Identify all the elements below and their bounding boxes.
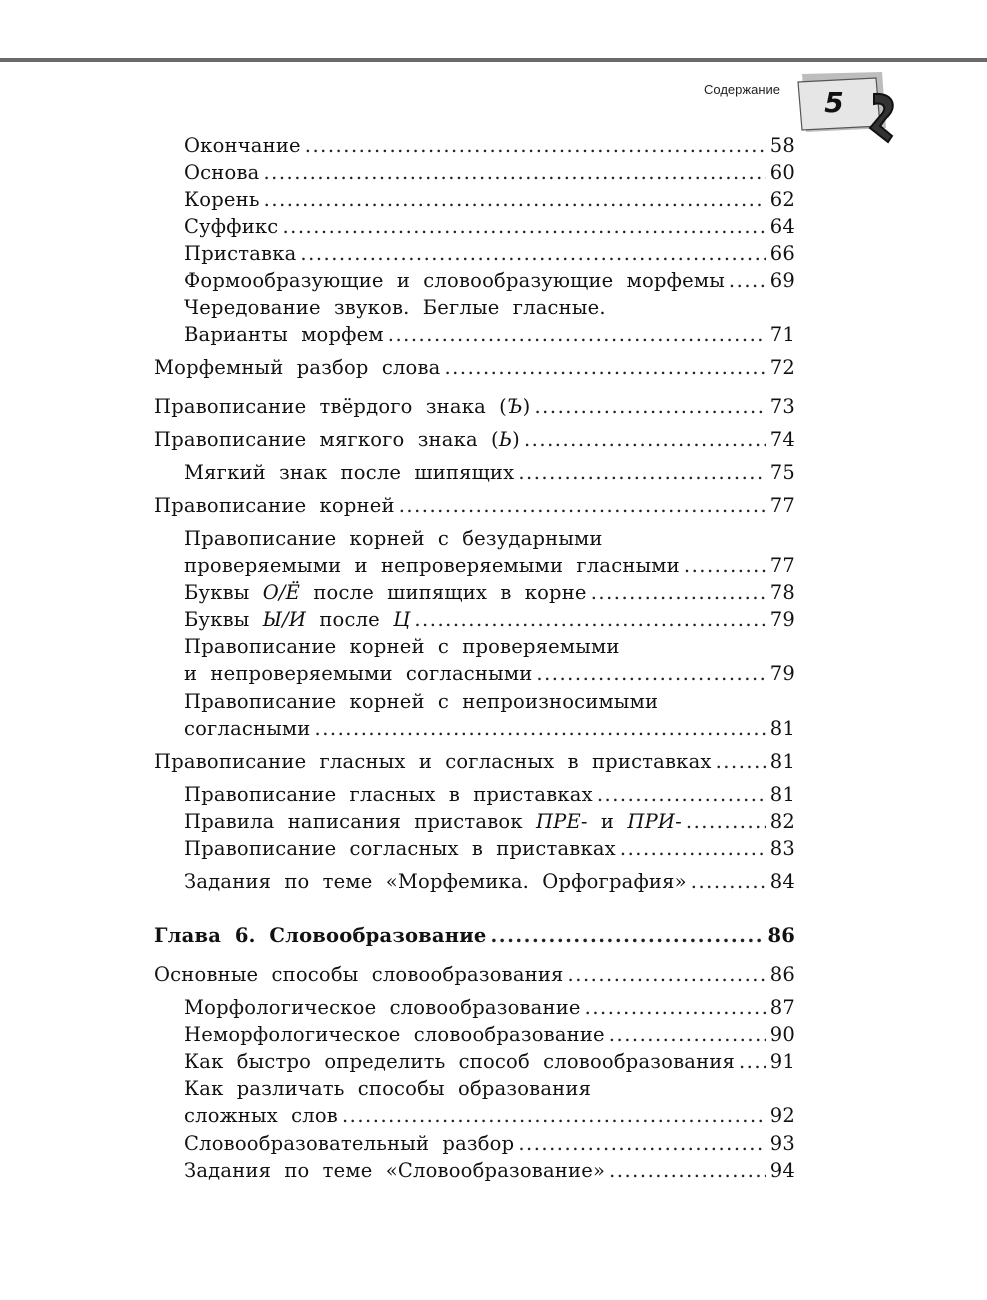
toc-section[interactable]: Правописание корней ..... 77	[154, 493, 795, 519]
toc-page: 66	[769, 242, 795, 265]
toc-entry[interactable]: Правописание гласных в приставках ..... 81	[184, 782, 795, 808]
toc-entry[interactable]: Приставка ..... 66	[184, 241, 795, 267]
toc-page: 79	[769, 662, 795, 685]
toc-page: 81	[769, 750, 795, 773]
toc-page: 78	[769, 581, 795, 604]
toc-page: 82	[769, 810, 795, 833]
toc-page: 77	[769, 494, 795, 517]
toc-entry[interactable]: Буквы Ы/И после Ц ..... 79	[184, 607, 795, 633]
toc-entry[interactable]: Буквы О/Ё после шипящих в корне ..... 78	[184, 580, 795, 606]
toc-section[interactable]: Правописание мягкого знака (Ь) ..... 74	[154, 427, 795, 453]
toc-entry[interactable]: Основа ..... 60	[184, 160, 795, 186]
toc-page: 94	[769, 1159, 795, 1182]
toc-entry[interactable]: сложных слов ..... 92	[184, 1103, 795, 1129]
toc-entry[interactable]: и непроверяемыми согласными ..... 79	[184, 661, 795, 687]
toc-page: 64	[769, 215, 795, 238]
toc-page: 92	[769, 1104, 795, 1127]
toc-page: 71	[769, 323, 795, 346]
toc-page: 79	[769, 608, 795, 631]
toc-page: 93	[769, 1132, 795, 1155]
toc-entry[interactable]: Задания по теме «Морфемика. Орфография» ..... 84	[184, 869, 795, 895]
toc-page: 84	[769, 870, 795, 893]
toc-page: 81	[769, 783, 795, 806]
toc-section[interactable]: Основные способы словообразования ..... 86	[154, 962, 795, 988]
toc-entry-line: Чередование звуков. Беглые гласные.	[184, 296, 606, 319]
toc-page: 87	[769, 996, 795, 1019]
toc-entry[interactable]: Задания по теме «Словообразование» ..... 94	[184, 1158, 795, 1184]
toc-entry-line: Правописание корней с проверяемыми	[184, 635, 620, 658]
toc-page: 77	[769, 554, 795, 577]
toc-entry[interactable]: Как быстро определить способ словообразования ..... 91	[184, 1049, 795, 1075]
toc-page: 69	[769, 269, 795, 292]
toc-section[interactable]: Правописание твёрдого знака (Ъ) ..... 73	[154, 394, 795, 420]
toc-section[interactable]: Морфемный разбор слова ..... 72	[154, 355, 795, 381]
toc-entry[interactable]: Морфологическое словообразование ..... 87	[184, 995, 795, 1021]
toc-entry[interactable]: Правила написания приставок ПРЕ- и ПРИ- ..... 82	[184, 809, 795, 835]
toc-page: 86	[769, 963, 795, 986]
toc-entry[interactable]: Словообразовательный разбор ..... 93	[184, 1131, 795, 1157]
toc-page: 74	[769, 428, 795, 451]
toc-entry[interactable]: согласными ..... 81	[184, 716, 795, 742]
toc-page: 62	[769, 188, 795, 211]
toc-entry[interactable]: Мягкий знак после шипящих ..... 75	[184, 460, 795, 486]
toc-entry-line: Как различать способы образования	[184, 1077, 592, 1100]
toc-page: 83	[769, 837, 795, 860]
toc-entry[interactable]: Варианты морфем ..... 71	[184, 322, 795, 348]
toc-page: 72	[769, 356, 795, 379]
toc-page: 86	[767, 924, 795, 947]
toc-entry[interactable]: проверяемыми и непроверяемыми гласными ..... 77	[184, 553, 795, 579]
toc-page: 75	[769, 461, 795, 484]
toc-entry[interactable]: Формообразующие и словообразующие морфемы ..... 69	[184, 268, 795, 294]
toc-page: 90	[769, 1023, 795, 1046]
toc-entry[interactable]: Суффикс ..... 64	[184, 214, 795, 240]
toc-entry[interactable]: Окончание ..... 58	[184, 133, 795, 159]
toc-page: 73	[769, 395, 795, 418]
toc-section[interactable]: Правописание гласных и согласных в приставках ..... 81	[154, 749, 795, 775]
toc-entry-line: Правописание корней с непроизносимыми	[184, 690, 659, 713]
toc-entry[interactable]: Корень ..... 62	[184, 187, 795, 213]
toc-page: 60	[769, 161, 795, 184]
toc-entry-line: Правописание корней с безударными	[184, 527, 603, 550]
toc-entry[interactable]: Неморфологическое словообразование ..... 90	[184, 1022, 795, 1048]
toc-entry[interactable]: Правописание согласных в приставках ..... 83	[184, 836, 795, 862]
toc-chapter[interactable]: Глава 6. Словообразование ..... 86	[154, 923, 795, 949]
toc-page: 91	[769, 1050, 795, 1073]
toc-page: 81	[769, 717, 795, 740]
toc-page: 58	[769, 134, 795, 157]
running-title: Содержание	[704, 82, 780, 97]
page-number: 5	[824, 86, 844, 119]
